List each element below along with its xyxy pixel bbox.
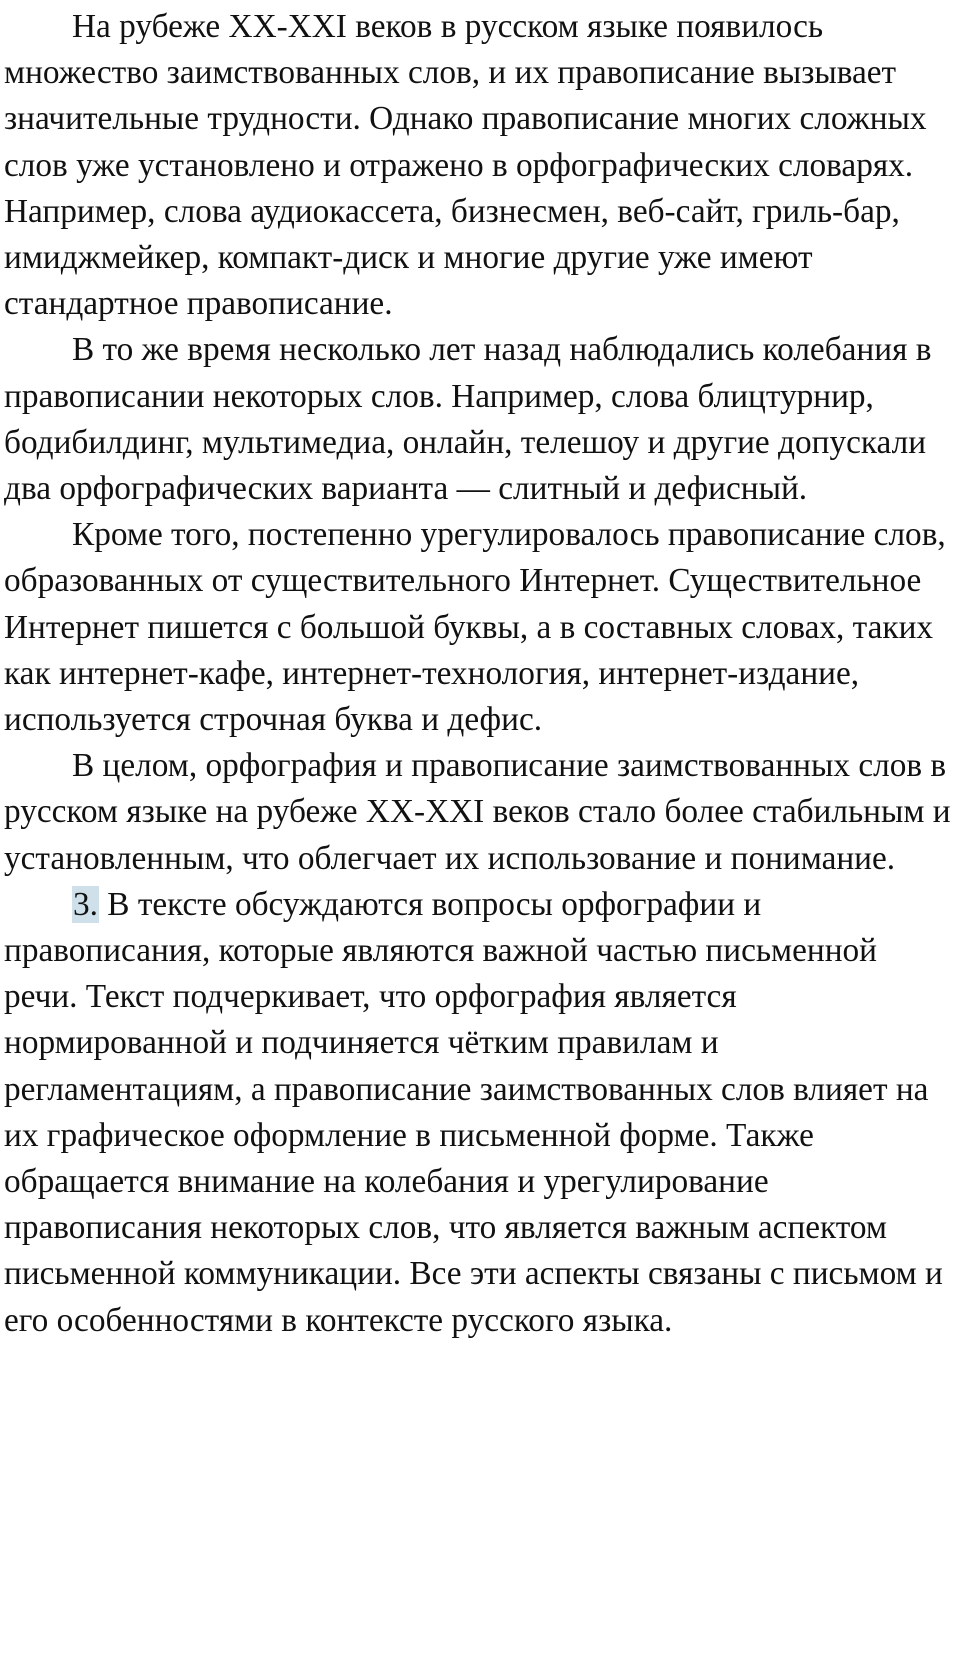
answer-text: В тексте обсуждаются вопросы орфографии и правописания, которые являются важной частью письменной речи. Текст подчеркивает, что орфография является нормированной и подчиняется чётким правилам и регламентациям, а правописание заимствованных слов влияет на их графическое оформление в письменной форме. Также обращается внимание на колебания и урегулирование правописания некоторых слов, что является важным аспектом письменной коммуникации. Все эти аспекты связаны с письмом и его особенностями в контексте русского языка. <box>4 885 943 1339</box>
paragraph-answer-3 <box>4 882 954 1344</box>
document-body <box>4 4 954 1344</box>
answer-number-highlight: 3. <box>73 885 98 923</box>
paragraph-borrowed-words: На рубеже XX-XXI веков в русском языке появилось множество заимствованных слов, и их правописание вызывает значительные трудности. Однако правописание многих сложных слов уже установлено и отражено в орфографических словарях. Например, слова аудиокассета, бизнесмен, веб-сайт, гриль-бар, имиджмейкер, компакт-диск и многие другие уже имеют стандартное правописание. <box>4 8 927 323</box>
paragraph-spelling-fluctuations: В то же время несколько лет назад наблюдались колебания в правописании некоторых слов. Например, слова блицтурнир, бодибилдинг, мультимедиа, онлайн, телешоу и другие допускали два орфографических варианта — слитный и дефисный. <box>4 331 932 508</box>
paragraph-conclusion: В целом, орфография и правописание заимствованных слов в русском языке на рубеже XX-XXI веков стало более стабильным и установленным, что облегчает их использование и понимание. <box>4 747 951 877</box>
paragraph-internet-spelling: Кроме того, постепенно урегулировалось правописание слов, образованных от существительного Интернет. Существительное Интернет пишется с большой буквы, а в составных словах, таких как интернет-кафе, интернет-технология, интернет-издание, используется строчная буква и дефис. <box>4 516 946 739</box>
